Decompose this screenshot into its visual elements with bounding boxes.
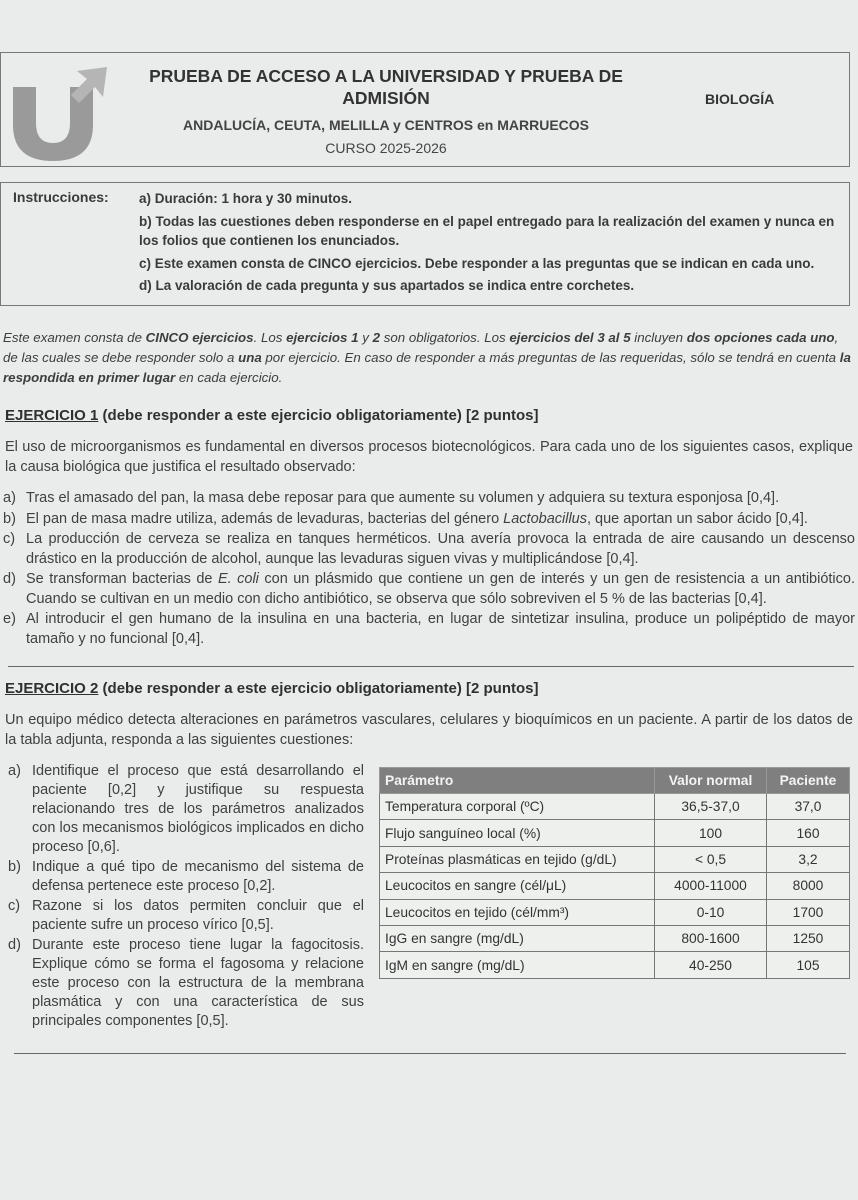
intro-text: Este examen consta de — [3, 330, 146, 345]
exercise-2-statement: Un equipo médico detecta alteraciones en parámetros vasculares, celulares y bioquímicos en un paciente. A partir de los datos de la tabla adjunta, responda a las siguientes cuestiones: — [5, 712, 853, 748]
exercise-1-title: EJERCICIO 1 — [5, 407, 99, 424]
exam-header — [0, 52, 850, 167]
table-cell: Proteínas plasmáticas en tejido (g/dL) — [380, 846, 655, 872]
exam-year: CURSO 2025-2026 — [325, 140, 447, 156]
table-cell: 0-10 — [655, 899, 767, 925]
question-item — [8, 936, 364, 1031]
question-item — [3, 570, 855, 609]
instructions-label: Instrucciones: — [13, 189, 109, 205]
table-row — [380, 794, 850, 820]
table-header-row — [380, 768, 850, 794]
column-header-patient: Paciente — [767, 768, 850, 794]
exercise-1-heading — [5, 407, 538, 424]
table-row — [380, 846, 850, 872]
table-cell: 40-250 — [655, 952, 767, 978]
table-row — [380, 952, 850, 978]
column-header-normal-value: Valor normal — [655, 768, 767, 794]
table-cell: IgM en sangre (mg/dL) — [380, 952, 655, 978]
question-item — [3, 530, 855, 569]
instructions-box — [0, 182, 850, 306]
exercise-2-note: (debe responder a este ejercicio obligatoriamente) [2 puntos] — [98, 680, 539, 697]
question-text: Durante este proceso tiene lugar la fagocitosis. Explique cómo se forma el fagosoma y relacione este proceso con la estructura de la membrana plasmática y con una característica de sus principales componentes [0,5]. — [32, 937, 364, 1029]
question-text: Identifique el proceso que está desarrollando el paciente [0,2] y justifique su respuesta relacionando tres de los parámetros analizados con los mecanismos biológicos implicados en dicho proceso [0,6]. — [32, 763, 364, 855]
table-cell: < 0,5 — [655, 846, 767, 872]
question-text — [26, 570, 855, 609]
question-text: Tras el amasado del pan, la masa debe reposar para que aumente su volumen y adquiera su textura esponjosa [0,4]. — [26, 490, 780, 506]
question-text: Razone si los datos permiten concluir que el paciente sufre un proceso vírico [0,5]. — [32, 898, 364, 933]
intro-text: son obligatorios. Los — [380, 330, 510, 345]
question-letter: b) — [3, 510, 16, 527]
question-letter: b) — [8, 859, 21, 875]
table-row — [380, 925, 850, 951]
instruction-item: d) La valoración de cada pregunta y sus apartados se indica entre corchetes. — [139, 278, 635, 293]
question-letter: d) — [3, 571, 16, 587]
section-divider — [8, 666, 854, 667]
question-text-part: , que aportan un sabor ácido [0,4]. — [587, 510, 808, 527]
question-item — [3, 510, 855, 530]
university-logo — [11, 61, 111, 161]
question-text-part: con un plásmido que contiene un gen de interés y un gen de resistencia a un antibiótico. Cuando se cultivan en un medio con dicho antibiótico, se observa que sólo sobreviven el 5 % de las bacterias [0,4]. — [26, 571, 855, 607]
genus-name: Lactobacillus — [503, 510, 587, 527]
question-letter: a) — [3, 490, 16, 506]
question-text-part: El pan de masa madre utiliza, además de levaduras, bacterias del género — [26, 510, 504, 527]
intro-bold: dos opciones cada uno — [686, 330, 835, 345]
intro-text: por ejercicio. En caso de responder a más preguntas de las requeridas, sólo se tendrá en cuenta — [261, 350, 840, 365]
intro-bold: una — [238, 350, 262, 365]
question-text — [26, 510, 855, 530]
table-cell: Temperatura corporal (ºC) — [380, 794, 655, 820]
intro-text: , de las cuales se debe responder solo a — [3, 330, 839, 365]
intro-bold: ejercicios del 3 al 5 — [509, 330, 631, 345]
table-row — [380, 899, 850, 925]
question-text-part: Se transforman bacterias de — [26, 571, 218, 587]
exercise-1-questions — [3, 489, 855, 650]
column-header-parameter: Parámetro — [380, 768, 655, 794]
table-cell: 160 — [767, 820, 850, 846]
table-cell: 800-1600 — [655, 925, 767, 951]
intro-bold: 2 — [372, 330, 380, 345]
section-divider — [14, 1053, 846, 1054]
instruction-item: b) Todas las cuestiones deben responderse en el papel entregado para la realización del examen y nunca en los folios que contienen los enunciados. — [139, 213, 835, 248]
table-cell: Leucocitos en tejido (cél/mm³) — [380, 899, 655, 925]
exam-intro — [3, 328, 853, 388]
instruction-item: a) Duración: 1 hora y 30 minutos. — [139, 191, 353, 206]
exam-title: PRUEBA DE ACCESO A LA UNIVERSIDAD Y PRUEBA DE ADMISIÓN — [149, 66, 623, 108]
question-item — [3, 489, 855, 509]
question-item — [8, 762, 364, 857]
table-cell: 4000-11000 — [655, 873, 767, 899]
exercise-1-note: (debe responder a este ejercicio obligatoriamente) [2 puntos] — [98, 407, 539, 424]
species-name: E. coli — [217, 571, 259, 587]
table-cell: 8000 — [767, 873, 850, 899]
intro-bold: CINCO ejercicios — [145, 330, 254, 345]
table-cell: 3,2 — [767, 846, 850, 872]
table-cell: 1250 — [767, 925, 850, 951]
exercise-1-statement: El uso de microorganismos es fundamental en diversos procesos biotecnológicos. Para cada uno de los siguientes casos, explique la causa biológica que justifica el resultado observado: — [5, 439, 853, 475]
table-row — [380, 820, 850, 846]
exercise-2-questions — [8, 762, 364, 1032]
question-item — [3, 610, 855, 649]
question-letter: d) — [8, 937, 21, 953]
table-row — [380, 873, 850, 899]
table-cell: 36,5-37,0 — [655, 794, 767, 820]
table-cell: 100 — [655, 820, 767, 846]
question-letter: c) — [3, 531, 16, 547]
intro-text: y — [358, 330, 373, 345]
question-text: Al introducir el gen humano de la insulina en una bacteria, en lugar de sintetizar insulina, produce un polipéptido de mayor tamaño y no funcional [0,4]. — [26, 611, 855, 647]
exam-region: ANDALUCÍA, CEUTA, MELILLA y CENTROS en MARRUECOS — [183, 117, 589, 133]
table-cell: Leucocitos en sangre (cél/μL) — [380, 873, 655, 899]
question-letter: c) — [8, 898, 21, 914]
table-cell: Flujo sanguíneo local (%) — [380, 820, 655, 846]
table-cell: 105 — [767, 952, 850, 978]
question-item — [8, 897, 364, 935]
intro-bold: la respondida en primer lugar — [3, 350, 851, 385]
table-cell: 1700 — [767, 899, 850, 925]
question-item — [8, 858, 364, 896]
patient-data-table — [379, 767, 850, 979]
question-text: Indique a qué tipo de mecanismo del sistema de defensa pertenece este proceso [0,2]. — [32, 859, 364, 894]
table-cell: IgG en sangre (mg/dL) — [380, 925, 655, 951]
instruction-item: c) Este examen consta de CINCO ejercicios. Debe responder a las preguntas que se indican en cada uno. — [139, 255, 815, 271]
question-letter: e) — [3, 611, 16, 627]
exercise-2-title: EJERCICIO 2 — [5, 680, 99, 697]
intro-text: en cada ejercicio. — [175, 370, 283, 385]
table-cell: 37,0 — [767, 794, 850, 820]
intro-text: incluyen — [630, 330, 687, 345]
exercise-2-heading — [5, 680, 538, 697]
instructions-list — [139, 189, 839, 299]
question-text: La producción de cerveza se realiza en tanques herméticos. Una avería provoca la entrada de aire causando un descenso drástico en la producción de alcohol, aunque las levaduras siguen vivas y multiplicándose [0,4]. — [26, 531, 855, 567]
intro-bold: ejercicios 1 — [286, 330, 359, 345]
question-letter: a) — [8, 763, 21, 779]
exam-subject: BIOLOGÍA — [705, 91, 775, 107]
intro-text: . Los — [253, 330, 287, 345]
